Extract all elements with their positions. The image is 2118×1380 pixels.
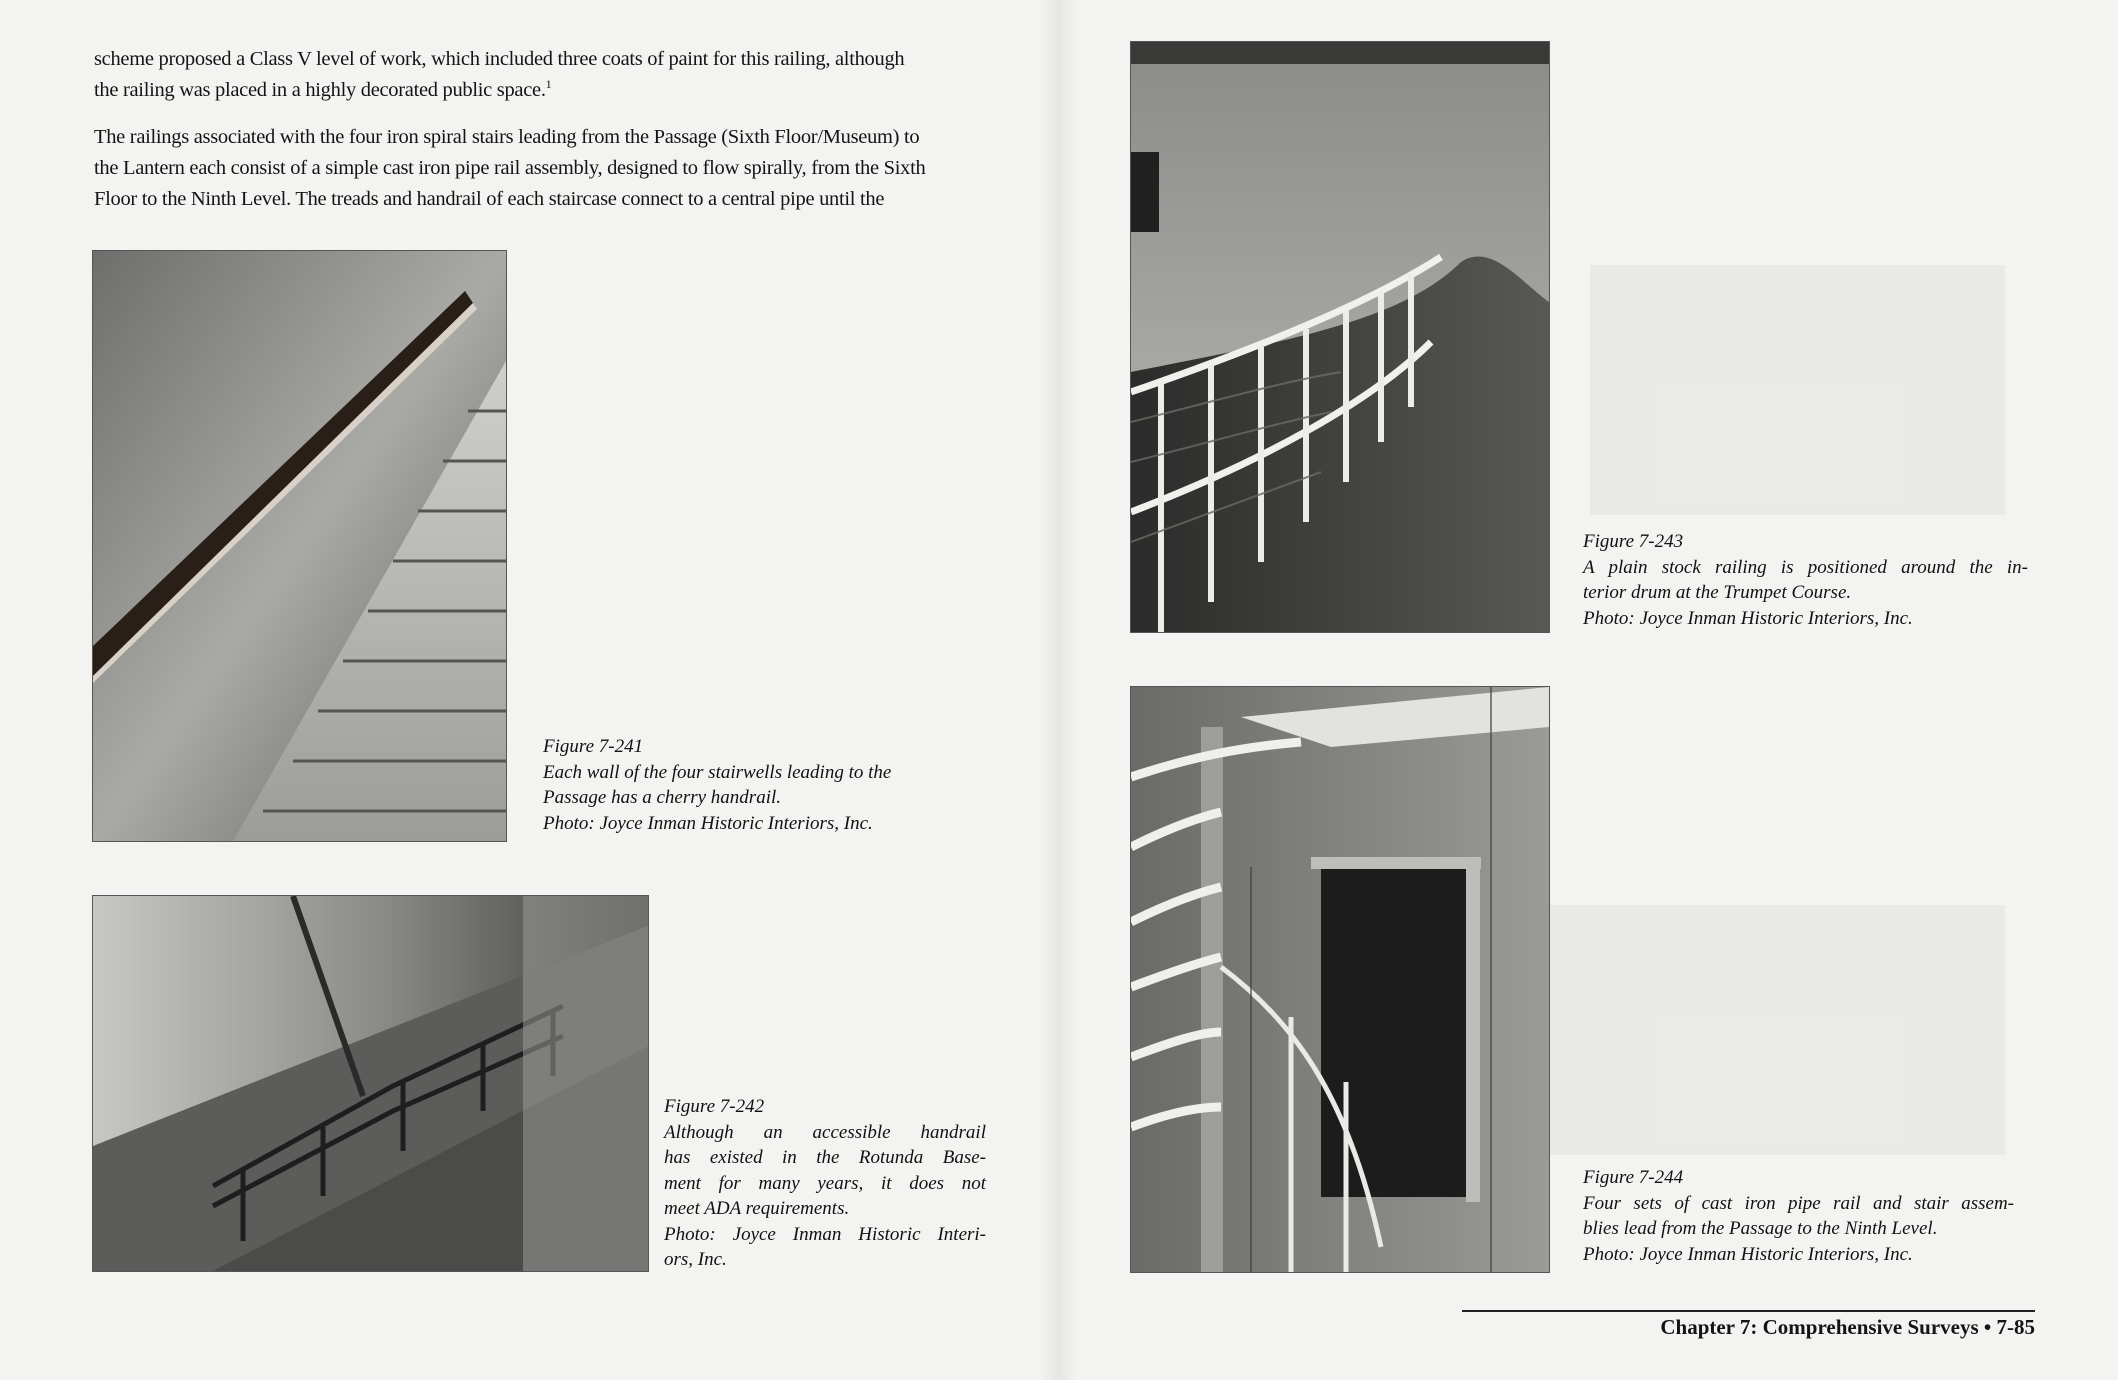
bleed-through-photo-left [1590,265,2005,515]
figure-244-credit: Photo: Joyce Inman Historic Interiors, Inc. [1583,1243,1913,1265]
figure-243-caption [1583,529,2028,631]
figure-243-line-1: A plain stock railing is positioned around the in- [1583,556,2028,578]
figure-241-photo [92,250,507,842]
figure-244-title: Figure 7-244 [1583,1167,1684,1188]
figure-241-line-1: Each wall of the four stairwells leading to the [543,761,892,783]
figure-243-photo [1130,41,1550,633]
footnote-reference[interactable]: 1 [545,77,552,92]
figure-242-line-1: Although an accessible handrail [664,1121,986,1143]
paragraph-2-line-1: The railings associated with the four iron spiral stairs leading from the Passage (Sixth Floor/Museum) to [94,126,920,148]
figure-244-caption [1583,1165,2014,1267]
figure-244-photo [1130,686,1550,1273]
figure-242-photo [92,895,649,1272]
spiral-stair-image [1131,687,1549,1272]
figure-241-credit: Photo: Joyce Inman Historic Interiors, Inc. [543,812,873,834]
figure-241-title: Figure 7-241 [543,736,644,757]
figure-242-line-5: Photo: Joyce Inman Historic Interi- [664,1223,986,1245]
paragraph-2-line-2: the Lantern each consist of a simple cast iron pipe rail assembly, designed to flow spirally, from the Sixth [94,157,926,179]
figure-242-caption [664,1094,986,1273]
paragraph-railing-class-v [94,44,904,106]
figure-241-line-2: Passage has a cherry handrail. [543,787,782,808]
footer-rule [1462,1310,2035,1312]
figure-242-title: Figure 7-242 [664,1096,765,1117]
paragraph-2-line-3: Floor to the Ninth Level. The treads and handrail of each staircase connect to a central pipe until the [94,188,885,210]
figure-243-credit: Photo: Joyce Inman Historic Interiors, Inc. [1583,607,1913,629]
paragraph-1-line-2: the railing was placed in a highly decorated public space. [94,79,546,101]
basement-handrail-image [93,896,648,1271]
stairwell-handrail-image [93,251,506,841]
figure-243-line-2: terior drum at the Trumpet Course. [1583,582,1852,603]
page-footer: Chapter 7: Comprehensive Surveys • 7-85 [1660,1315,2035,1339]
trumpet-course-railing-image [1131,42,1549,632]
figure-242-line-3: ment for many years, it does not [664,1172,986,1194]
figure-242-line-4: meet ADA requirements. [664,1198,850,1219]
figure-241-caption [543,734,963,836]
right-page [1059,0,2118,1380]
figure-242-line-2: has existed in the Rotunda Base- [664,1147,986,1168]
figure-244-line-1: Four sets of cast iron pipe rail and stair assem- [1583,1192,2014,1214]
figure-242-line-6: ors, Inc. [664,1249,727,1270]
figure-244-line-2: blies lead from the Passage to the Ninth Level. [1583,1218,1938,1239]
paragraph-1-line-1: scheme proposed a Class V level of work, which included three coats of paint for this railing, although [94,48,905,70]
paragraph-spiral-stairs [94,122,925,215]
bleed-through-photo-right [1550,905,2005,1155]
figure-243-title: Figure 7-243 [1583,531,1684,552]
